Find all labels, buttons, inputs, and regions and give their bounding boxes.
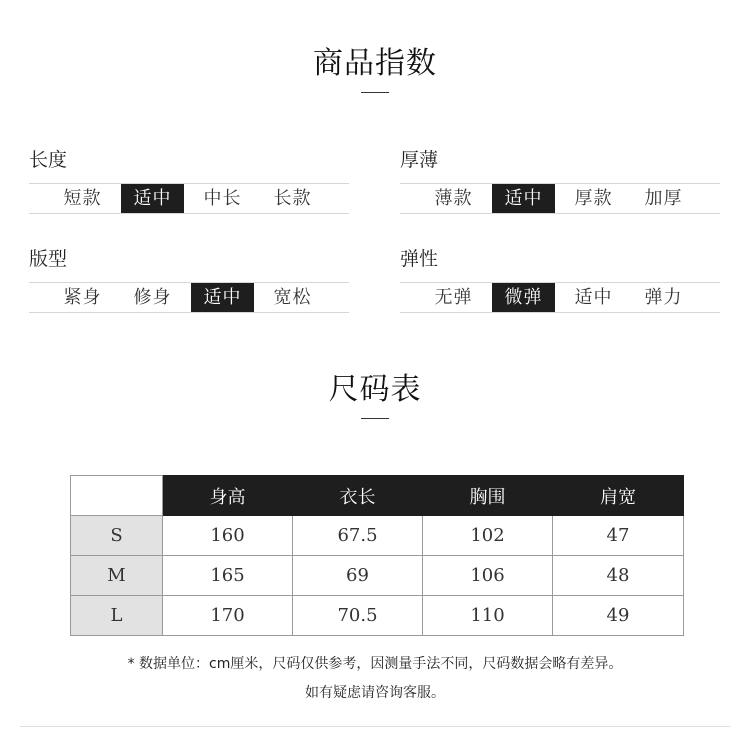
measurement-note: * 数据单位：cm厘米，尺码仅供参考，因测量手法不同，尺码数据会略有差异。 bbox=[127, 656, 623, 672]
index-option: 无弹 bbox=[434, 287, 473, 308]
table-cell: 102 bbox=[423, 516, 553, 556]
contact-note: 如有疑虑请咨询客服。 bbox=[305, 685, 445, 701]
index-option: 紧身 bbox=[63, 287, 102, 308]
table-cell: 70.5 bbox=[293, 596, 423, 636]
index-option: 宽松 bbox=[273, 287, 312, 308]
size-chart-title-rule bbox=[361, 418, 389, 419]
index-option: 修身 bbox=[133, 287, 172, 308]
table-cell: 49 bbox=[553, 596, 684, 636]
table-row bbox=[71, 556, 684, 596]
index-group-thickness bbox=[400, 147, 720, 214]
table-cell: 69 bbox=[293, 556, 423, 596]
size-label: M bbox=[71, 556, 163, 596]
table-row bbox=[71, 516, 684, 556]
table-cell: 67.5 bbox=[293, 516, 423, 556]
index-option: 适中 bbox=[492, 184, 555, 213]
index-group-fit bbox=[29, 246, 349, 313]
size-table-header: 肩宽 bbox=[553, 476, 684, 516]
index-option: 微弹 bbox=[492, 283, 555, 312]
size-table-header: 胸围 bbox=[423, 476, 553, 516]
index-option: 中长 bbox=[203, 188, 242, 209]
size-table-corner bbox=[71, 476, 163, 516]
index-group-elasticity bbox=[400, 246, 720, 313]
size-table bbox=[70, 475, 684, 636]
index-label-fit: 版型 bbox=[29, 248, 68, 270]
index-label-elasticity: 弹性 bbox=[400, 248, 439, 270]
size-table-header-row bbox=[71, 476, 684, 516]
size-table-header: 身高 bbox=[163, 476, 293, 516]
index-option: 短款 bbox=[63, 188, 102, 209]
index-bar-thickness bbox=[400, 183, 720, 214]
table-row bbox=[71, 596, 684, 636]
index-label-thickness: 厚薄 bbox=[400, 149, 439, 171]
index-option: 长款 bbox=[273, 188, 312, 209]
table-cell: 165 bbox=[163, 556, 293, 596]
index-label-length: 长度 bbox=[29, 149, 68, 171]
size-chart-title: 尺码表 bbox=[328, 372, 422, 407]
size-label: L bbox=[71, 596, 163, 636]
index-option: 加厚 bbox=[644, 188, 683, 209]
index-bar-elasticity bbox=[400, 282, 720, 313]
product-index-title: 商品指数 bbox=[313, 46, 437, 81]
index-option: 弹力 bbox=[644, 287, 683, 308]
table-cell: 106 bbox=[423, 556, 553, 596]
table-cell: 160 bbox=[163, 516, 293, 556]
size-label: S bbox=[71, 516, 163, 556]
index-option: 适中 bbox=[574, 287, 613, 308]
index-bar-fit bbox=[29, 282, 349, 313]
index-bar-length bbox=[29, 183, 349, 214]
index-option: 薄款 bbox=[434, 188, 473, 209]
size-table-header: 衣长 bbox=[293, 476, 423, 516]
product-index-title-rule bbox=[361, 92, 389, 93]
table-cell: 48 bbox=[553, 556, 684, 596]
index-option: 厚款 bbox=[574, 188, 613, 209]
table-cell: 110 bbox=[423, 596, 553, 636]
index-option: 适中 bbox=[191, 283, 254, 312]
index-group-length bbox=[29, 147, 349, 214]
table-cell: 170 bbox=[163, 596, 293, 636]
table-cell: 47 bbox=[553, 516, 684, 556]
index-option: 适中 bbox=[121, 184, 184, 213]
bottom-divider bbox=[20, 726, 730, 727]
